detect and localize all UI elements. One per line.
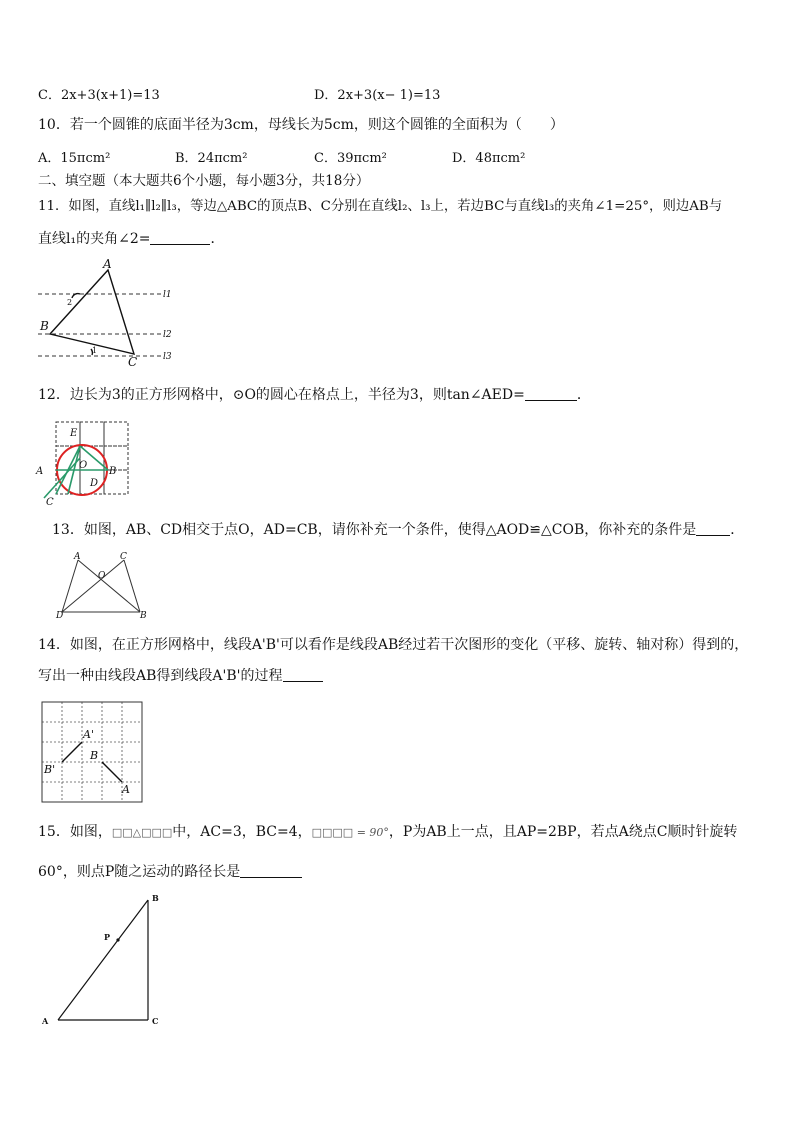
- q12-label-c: C: [46, 497, 54, 508]
- q14-line2: [38, 667, 323, 685]
- q13-label-o: O: [98, 571, 106, 581]
- q14-label-a-prime: A': [83, 728, 94, 741]
- q9-option-c: C．2x+3(x+1)=13: [38, 88, 160, 103]
- q15-figure: [38, 892, 168, 1032]
- q13-figure: [54, 550, 154, 620]
- q11-label-l1: l1: [163, 290, 172, 300]
- q15-label-c: C: [152, 1016, 159, 1026]
- q12-label-o: O: [79, 460, 88, 471]
- q13-end: ．: [730, 522, 745, 538]
- q12-line: [38, 386, 591, 404]
- q15-line2: [38, 863, 302, 881]
- q15-label-b: B: [152, 893, 159, 903]
- q11-angle-2: 2: [67, 298, 73, 307]
- q12-label-b: B: [109, 466, 117, 477]
- q13-label-a: A: [74, 552, 81, 562]
- q11-answer-blank: [150, 230, 210, 245]
- q14-label-b: B: [90, 749, 99, 762]
- q12-label-a: A: [36, 466, 44, 477]
- q12-answer-blank: [525, 386, 577, 401]
- q12-figure: [34, 418, 134, 508]
- q11-figure: [36, 257, 186, 369]
- q12-text: 12．边长为3的正方形网格中，⊙O的圆心在格点上，半径为3，则tan∠AED=: [38, 387, 525, 403]
- q13-line: [52, 521, 744, 539]
- q13-label-b: B: [140, 611, 147, 621]
- q11-label-b: B: [40, 319, 49, 333]
- q15-answer-blank: [240, 863, 302, 878]
- q15-garbled-angle: □□□□ = 90°: [311, 826, 389, 839]
- q11-end: ．: [210, 231, 225, 247]
- q10-option-c: C．39πcm²: [314, 151, 387, 166]
- q15-garbled-triangle: □□△□□□: [111, 826, 173, 839]
- q11-label-l3: l3: [163, 352, 172, 362]
- q10-option-a: A．15πcm²: [38, 151, 111, 166]
- q12-end: ．: [576, 387, 591, 403]
- q10-option-b: B．24πcm²: [175, 151, 248, 166]
- q9-option-d: D．2x+3(x− 1)=13: [314, 88, 441, 103]
- q13-text: 13．如图，AB、CD相交于点O，AD=CB，请你补充一个条件，使得△AOD≌△COB，你补充的条件是: [52, 522, 697, 538]
- q10-option-d: D．48πcm²: [452, 151, 526, 166]
- q11-angle-1: 1: [92, 346, 98, 355]
- q12-label-d: D: [90, 478, 99, 489]
- q15-rest: ，P为AB上一点，且AP=2BP，若点A绕点C顺时针旋转: [388, 824, 738, 840]
- q15-line1: [38, 823, 737, 842]
- q15-prefix: 15．如图，: [38, 824, 112, 840]
- q15-mid: 中，AC=3，BC=4，: [172, 824, 312, 840]
- q14-label-a: A: [122, 783, 130, 796]
- q11-label-a: A: [103, 257, 112, 271]
- q14-label-b-prime: B': [44, 763, 56, 776]
- q13-label-c: C: [120, 552, 127, 562]
- q14-answer-blank: [283, 667, 323, 682]
- q14-figure: [40, 700, 144, 804]
- q15-line2-text: 60°，则点P随之运动的路径长是: [38, 864, 241, 880]
- q12-label-e: E: [70, 428, 78, 439]
- q11-label-c: C: [128, 355, 138, 369]
- q15-label-a: A: [42, 1016, 49, 1026]
- q13-answer-blank: [696, 521, 730, 536]
- section-heading: 二、填空题（本大题共6个小题，每小题3分，共18分）: [38, 173, 370, 189]
- q11-line2: [38, 230, 224, 248]
- q14-line1: 14．如图，在正方形网格中，线段A'B'可以看作是线段AB经过若干次图形的变化（平移、旋转、轴对称）得到的，: [38, 637, 749, 653]
- q10-stem: 10．若一个圆锥的底面半径为3cm，母线长为5cm，则这个圆锥的全面积为（ ）: [38, 117, 564, 133]
- q11-line1: 11．如图，直线l₁∥l₂∥l₃，等边△ABC的顶点B、C分别在直线l₂、l₃上，若边BC与直线l₃的夹角∠1=25°，则边AB与: [38, 199, 723, 214]
- q11-line2-text: 直线l₁的夹角∠2=: [38, 231, 151, 247]
- q13-label-d: D: [56, 611, 64, 621]
- q15-label-p: P: [104, 932, 111, 942]
- q14-line2-text: 写出一种由线段AB得到线段A'B'的过程: [38, 668, 283, 684]
- q11-label-l2: l2: [163, 330, 172, 340]
